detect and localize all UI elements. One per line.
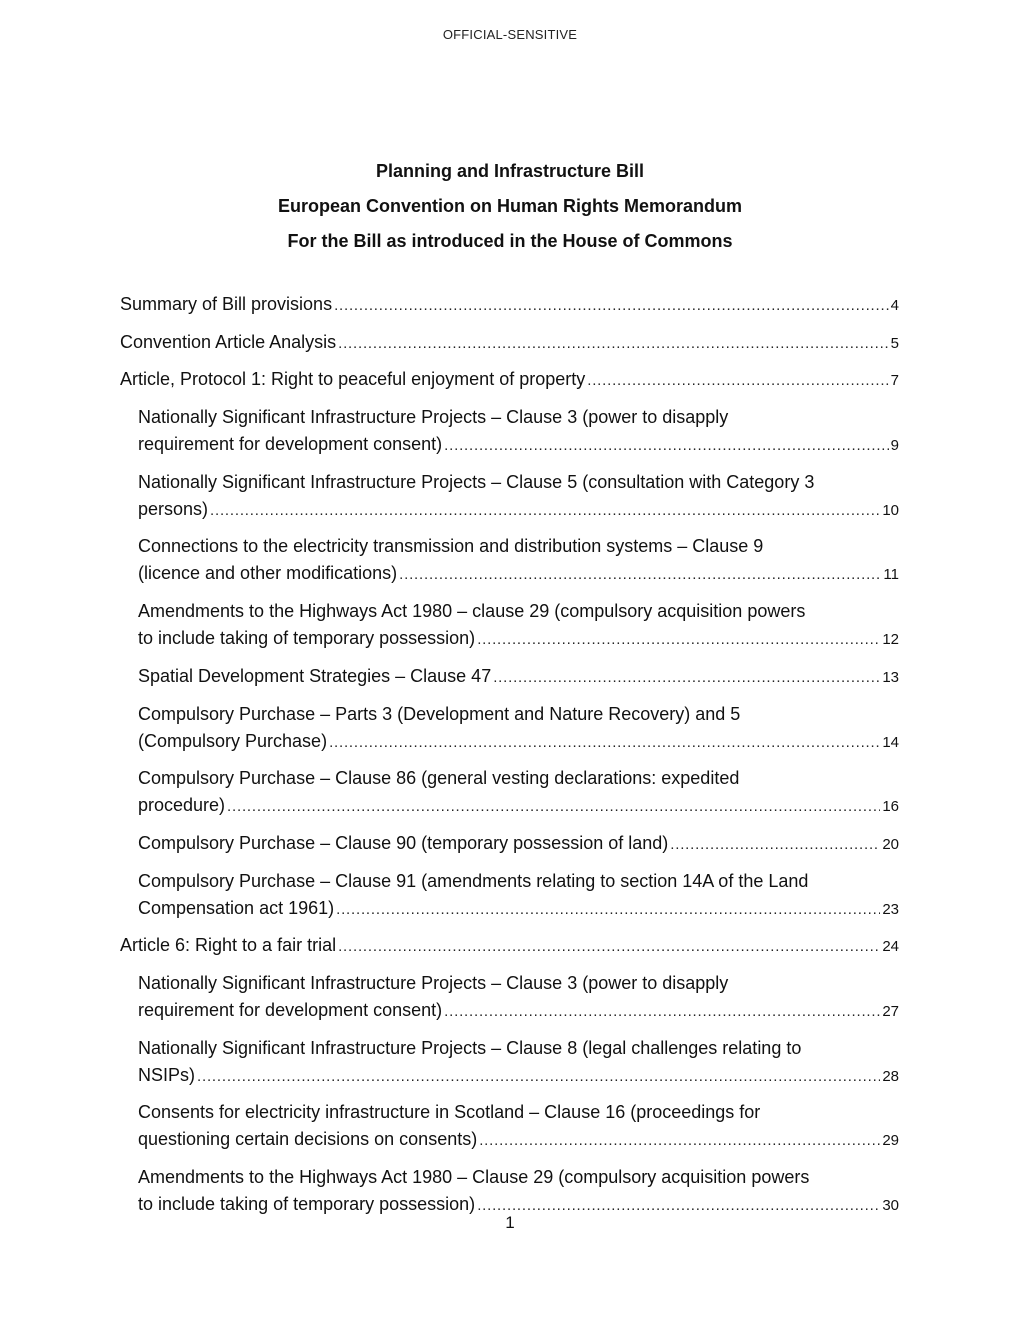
toc-entry-text: (Compulsory Purchase): [138, 730, 328, 751]
toc-page-number: 16: [882, 798, 899, 816]
toc-entry-text-line1: Compulsory Purchase – Clause 91 (amendments relating to section 14A of the Land: [138, 870, 809, 891]
toc-page-number: 4: [890, 297, 899, 314]
toc-entry[interactable]: [120, 329, 899, 357]
toc-entry-text: questioning certain decisions on consents): [138, 1129, 478, 1150]
toc-entry-text: Article, Protocol 1: Right to peaceful enjoyment of property: [120, 369, 586, 390]
toc-entry-text: Compensation act 1961): [138, 897, 335, 918]
title-introduced: For the Bill as introduced in the House of Commons: [287, 231, 733, 251]
document-title: [0, 154, 1020, 259]
toc-leader: [399, 561, 881, 588]
toc-subentry[interactable]: [138, 701, 899, 756]
toc-leader: [479, 1127, 880, 1154]
security-marking: OFFICIAL-SENSITIVE: [442, 27, 578, 42]
toc-leader: [227, 793, 880, 820]
toc-page-number: 23: [882, 900, 899, 918]
toc-subentry[interactable]: [138, 663, 899, 691]
toc-entry-text-line1: Connections to the electricity transmission and distribution systems – Clause 9: [138, 536, 764, 557]
toc-page-number: 14: [882, 733, 899, 751]
toc-entry-text-line1: Compulsory Purchase – Clause 86 (general vesting declarations: expedited: [138, 768, 740, 789]
toc-subentry[interactable]: [138, 970, 899, 1025]
toc-entry-text-line1: Nationally Significant Infrastructure Projects – Clause 8 (legal challenges relating to: [138, 1037, 802, 1058]
toc-entry-text-line1: Compulsory Purchase – Parts 3 (Development and Nature Recovery) and 5: [138, 703, 741, 724]
toc-entry-text: persons): [138, 498, 209, 519]
toc-entry[interactable]: [120, 932, 899, 960]
toc-page-number: 5: [890, 334, 899, 352]
title-memorandum: European Convention on Human Rights Memorandum: [277, 196, 742, 216]
toc-entry-text: NSIPs): [138, 1064, 196, 1085]
toc-leader: [210, 497, 880, 524]
toc-entry-text-line1: Amendments to the Highways Act 1980 – Clause 29 (compulsory acquisition powers: [138, 1167, 810, 1187]
toc-subentry[interactable]: [138, 1099, 899, 1154]
toc-leader: [336, 896, 880, 923]
toc-entry[interactable]: [120, 366, 899, 394]
toc-leader: [338, 330, 889, 357]
toc-page-number: 20: [882, 835, 899, 853]
toc-page-number: 24: [882, 938, 899, 956]
toc-page-number: 10: [882, 501, 899, 519]
toc-entry-text: Compulsory Purchase – Clause 90 (temporary possession of land): [138, 832, 669, 853]
toc-entry-text: to include taking of temporary possession): [138, 628, 476, 649]
page-number: 1: [505, 1213, 515, 1232]
toc-page-number: 11: [883, 566, 899, 584]
toc-subentry[interactable]: [138, 598, 899, 653]
toc-entry-text-line1: Nationally Significant Infrastructure Projects – Clause 3 (power to disapply: [138, 407, 729, 428]
table-of-contents: [120, 291, 899, 1229]
toc-page-number: 13: [882, 668, 899, 686]
toc-entry-text: (licence and other modifications): [138, 563, 398, 584]
toc-leader: [670, 831, 880, 858]
toc-subentry[interactable]: [138, 469, 899, 524]
toc-entry-text: Summary of Bill provisions: [120, 294, 333, 314]
toc-leader: [197, 1063, 880, 1090]
title-bill-name: Planning and Infrastructure Bill: [375, 161, 645, 181]
toc-leader: [329, 729, 880, 756]
toc-page-number: 30: [882, 1197, 899, 1214]
toc-subentry[interactable]: [138, 533, 899, 588]
toc-entry-text-line1: Consents for electricity infrastructure in Scotland – Clause 16 (proceedings for: [138, 1102, 761, 1123]
toc-subentry[interactable]: [138, 1164, 899, 1219]
toc-subentry[interactable]: [138, 404, 899, 459]
toc-page-number: 9: [890, 437, 899, 455]
toc-entry-text: procedure): [138, 795, 226, 816]
toc-subentry[interactable]: [138, 765, 899, 820]
toc-entry-text: Convention Article Analysis: [120, 331, 337, 352]
toc-entry-text: requirement for development consent): [138, 434, 443, 455]
toc-entry-text-line1: Nationally Significant Infrastructure Projects – Clause 3 (power to disapply: [138, 972, 729, 993]
toc-leader: [587, 367, 888, 394]
toc-entry-text: requirement for development consent): [138, 999, 443, 1020]
toc-leader: [444, 432, 888, 459]
toc-page-number: 28: [882, 1067, 899, 1085]
toc-page-number: 27: [882, 1002, 899, 1020]
toc-page-number: 7: [890, 372, 899, 390]
toc-entry-text-line1: Amendments to the Highways Act 1980 – clause 29 (compulsory acquisition powers: [138, 601, 806, 622]
toc-entry-text: to include taking of temporary possession): [138, 1194, 476, 1214]
toc-entry-text-line1: Nationally Significant Infrastructure Projects – Clause 5 (consultation with Category 3: [138, 471, 815, 492]
toc-leader: [493, 664, 880, 691]
toc-leader: [334, 292, 889, 319]
toc-leader: [338, 933, 880, 960]
toc-leader: [444, 998, 880, 1025]
toc-entry-text: Spatial Development Strategies – Clause 47: [138, 665, 492, 686]
toc-subentry[interactable]: [138, 868, 899, 923]
toc-subentry[interactable]: [138, 830, 899, 858]
toc-leader: [477, 626, 880, 653]
toc-entry[interactable]: [120, 291, 899, 319]
toc-subentry[interactable]: [138, 1035, 899, 1090]
toc-page-number: 29: [882, 1132, 899, 1150]
toc-entry-text: Article 6: Right to a fair trial: [120, 935, 337, 956]
toc-page-number: 12: [882, 631, 899, 649]
